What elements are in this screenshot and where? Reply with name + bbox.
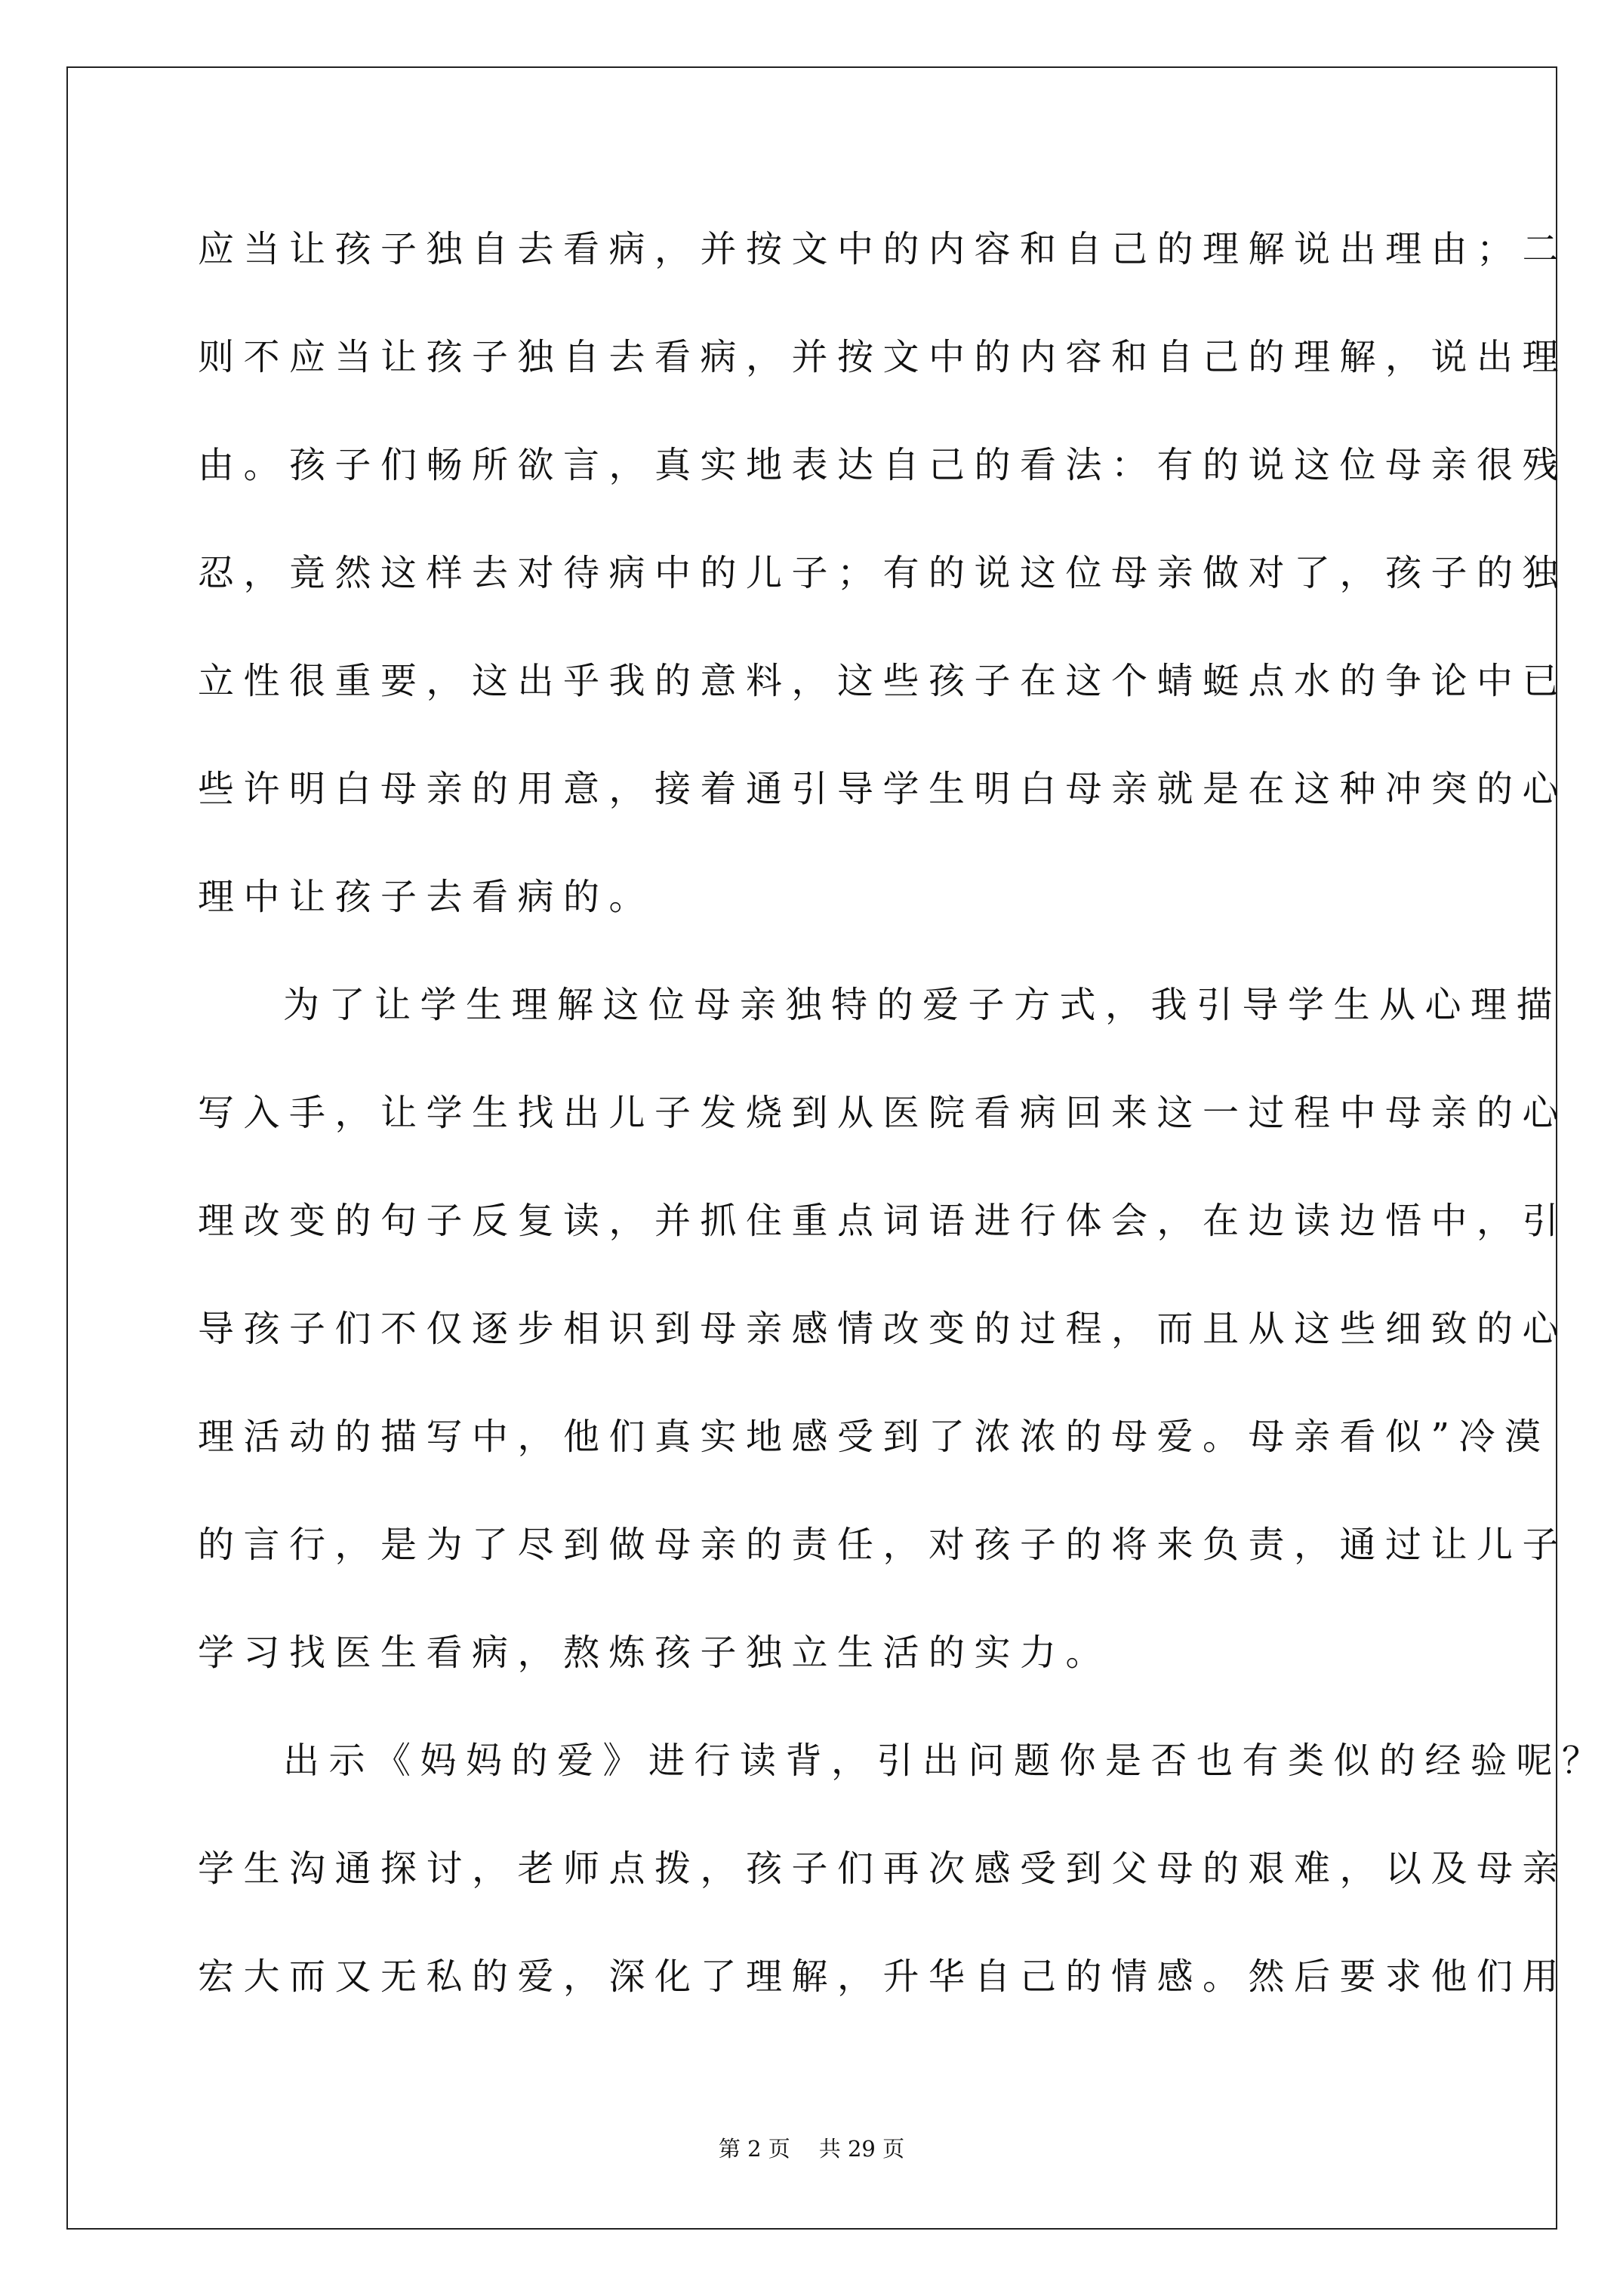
- body-line: 学生沟通探讨，老师点拨，孩子们再次感受到父母的艰难，以及母亲: [198, 1848, 1569, 1890]
- body-line: 立性很重要，这出乎我的意料，这些孩子在这个蜻蜓点水的争论中已: [198, 660, 1569, 702]
- body-line: 学习找医生看病，熬炼孩子独立生活的实力。: [198, 1632, 1112, 1674]
- body-line: 理中让孩子去看病的。: [198, 876, 655, 918]
- page-total: 共 29 页: [818, 2136, 905, 2162]
- body-line: 宏大而又无私的爱，深化了理解，升华自己的情感。然后要求他们用: [198, 1955, 1569, 1998]
- body-line: 导孩子们不仅逐步相识到母亲感情改变的过程，而且从这些细致的心: [198, 1308, 1569, 1350]
- paragraph-first-line: 出示《妈妈的爱》进行读背，引出问题你是否也有类似的经验呢？: [283, 1740, 1608, 1782]
- body-line: 的言行，是为了尽到做母亲的责任，对孩子的将来负责，通过让儿子: [198, 1524, 1569, 1566]
- body-line: 理活动的描写中，他们真实地感受到了浓浓的母爱。母亲看似”冷漠: [198, 1416, 1551, 1458]
- body-line: 应当让孩子独自去看病，并按文中的内容和自己的理解说出理由；二: [198, 228, 1569, 270]
- body-line: 些许明白母亲的用意，接着通引导学生明白母亲就是在这种冲突的心: [198, 768, 1569, 810]
- page-footer: [0, 2135, 1623, 2162]
- page-number: 第 2 页: [718, 2136, 790, 2162]
- body-line: 由。孩子们畅所欲言，真实地表达自己的看法：有的说这位母亲很残: [198, 444, 1569, 486]
- paragraph-first-line: 为了让学生理解这位母亲独特的爱子方式，我引导学生从心理描: [283, 984, 1563, 1026]
- body-line: 则不应当让孩子独自去看病，并按文中的内容和自己的理解，说出理: [198, 336, 1569, 378]
- body-line: 理改变的句子反复读，并抓住重点词语进行体会，在边读边悟中，引: [198, 1200, 1569, 1242]
- body-line: 写入手，让学生找出儿子发烧到从医院看病回来这一过程中母亲的心: [198, 1092, 1569, 1134]
- body-line: 忍，竟然这样去对待病中的儿子；有的说这位母亲做对了，孩子的独: [198, 552, 1569, 594]
